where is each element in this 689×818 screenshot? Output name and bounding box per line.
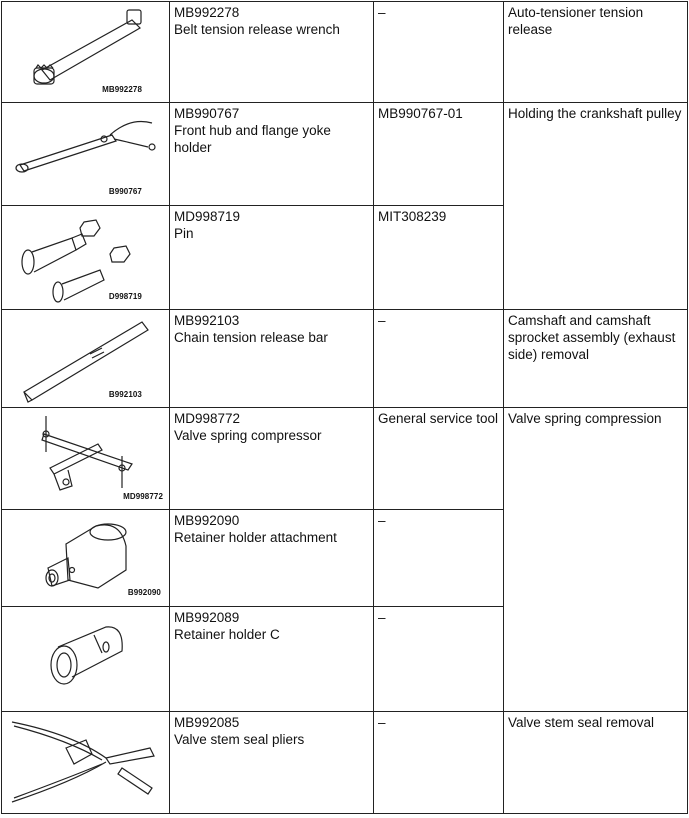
tool-name: Belt tension release wrench — [174, 22, 340, 37]
illustration-caption: MD998772 — [123, 492, 163, 501]
tool-illustration-cell — [2, 510, 170, 607]
tool-number: MB992090 — [174, 513, 240, 528]
belt-tension-wrench-icon — [2, 2, 169, 103]
tool-name: Valve spring compressor — [174, 428, 322, 443]
tool-name: Front hub and flange yoke holder — [174, 123, 331, 155]
tool-name: Chain tension release bar — [174, 330, 328, 345]
supersession-cell: MIT308239 — [374, 206, 504, 310]
tool-illustration-cell — [2, 206, 170, 310]
table-row — [2, 310, 688, 408]
retainer-holder-c-icon — [2, 607, 169, 712]
tool-cell — [170, 310, 374, 408]
tool-illustration-cell — [2, 408, 170, 510]
application-cell: Auto-tensioner tension release — [504, 2, 688, 103]
tool-name: Valve stem seal pliers — [174, 732, 305, 747]
table-row — [2, 2, 688, 103]
supersession-cell: – — [374, 712, 504, 814]
tool-cell — [170, 712, 374, 814]
tool-name: Retainer holder C — [174, 627, 280, 642]
supersession-cell: MB990767-01 — [374, 103, 504, 206]
tool-number: MB990767 — [174, 106, 240, 121]
table-row — [2, 103, 688, 206]
illustration-caption: D998719 — [108, 292, 142, 301]
supersession-cell: – — [374, 510, 504, 607]
valve-stem-seal-pliers-icon — [2, 712, 169, 814]
tool-cell — [170, 206, 374, 310]
supersession-cell: – — [374, 607, 504, 712]
table-row — [2, 408, 688, 510]
table-row — [2, 712, 688, 814]
application-cell: Holding the crankshaft pulley — [504, 103, 688, 310]
tool-illustration-cell — [2, 103, 170, 206]
illustration-caption: MB992278 — [102, 85, 142, 94]
supersession-cell: – — [374, 2, 504, 103]
tool-number: MB992085 — [174, 715, 240, 730]
chain-tension-bar-icon — [2, 310, 169, 408]
tool-number: MD998719 — [174, 209, 241, 224]
tool-number: MB992278 — [174, 5, 240, 20]
tool-illustration-cell — [2, 2, 170, 103]
tool-cell — [170, 103, 374, 206]
tool-number: MB992103 — [174, 313, 240, 328]
tool-name: Retainer holder attachment — [174, 530, 337, 545]
tool-number: MB992089 — [174, 610, 240, 625]
application-cell: Camshaft and camshaft sprocket assembly (exhaust side) removal — [504, 310, 688, 408]
tool-illustration-cell — [2, 607, 170, 712]
special-tools-table — [1, 1, 688, 814]
tool-cell — [170, 2, 374, 103]
illustration-caption: B992103 — [108, 390, 142, 399]
supersession-cell: – — [374, 310, 504, 408]
tool-illustration-cell — [2, 712, 170, 814]
tool-cell — [170, 510, 374, 607]
tool-number: MD998772 — [174, 411, 241, 426]
tool-cell — [170, 408, 374, 510]
tool-name: Pin — [174, 226, 194, 241]
pin-icon — [2, 206, 169, 310]
application-cell: Valve spring compression — [504, 408, 688, 712]
tool-cell — [170, 607, 374, 712]
illustration-caption: B992090 — [127, 588, 161, 597]
illustration-caption: B990767 — [108, 187, 142, 196]
tool-illustration-cell — [2, 310, 170, 408]
application-cell: Valve stem seal removal — [504, 712, 688, 814]
supersession-cell: General service tool — [374, 408, 504, 510]
hub-yoke-holder-icon — [2, 103, 169, 206]
